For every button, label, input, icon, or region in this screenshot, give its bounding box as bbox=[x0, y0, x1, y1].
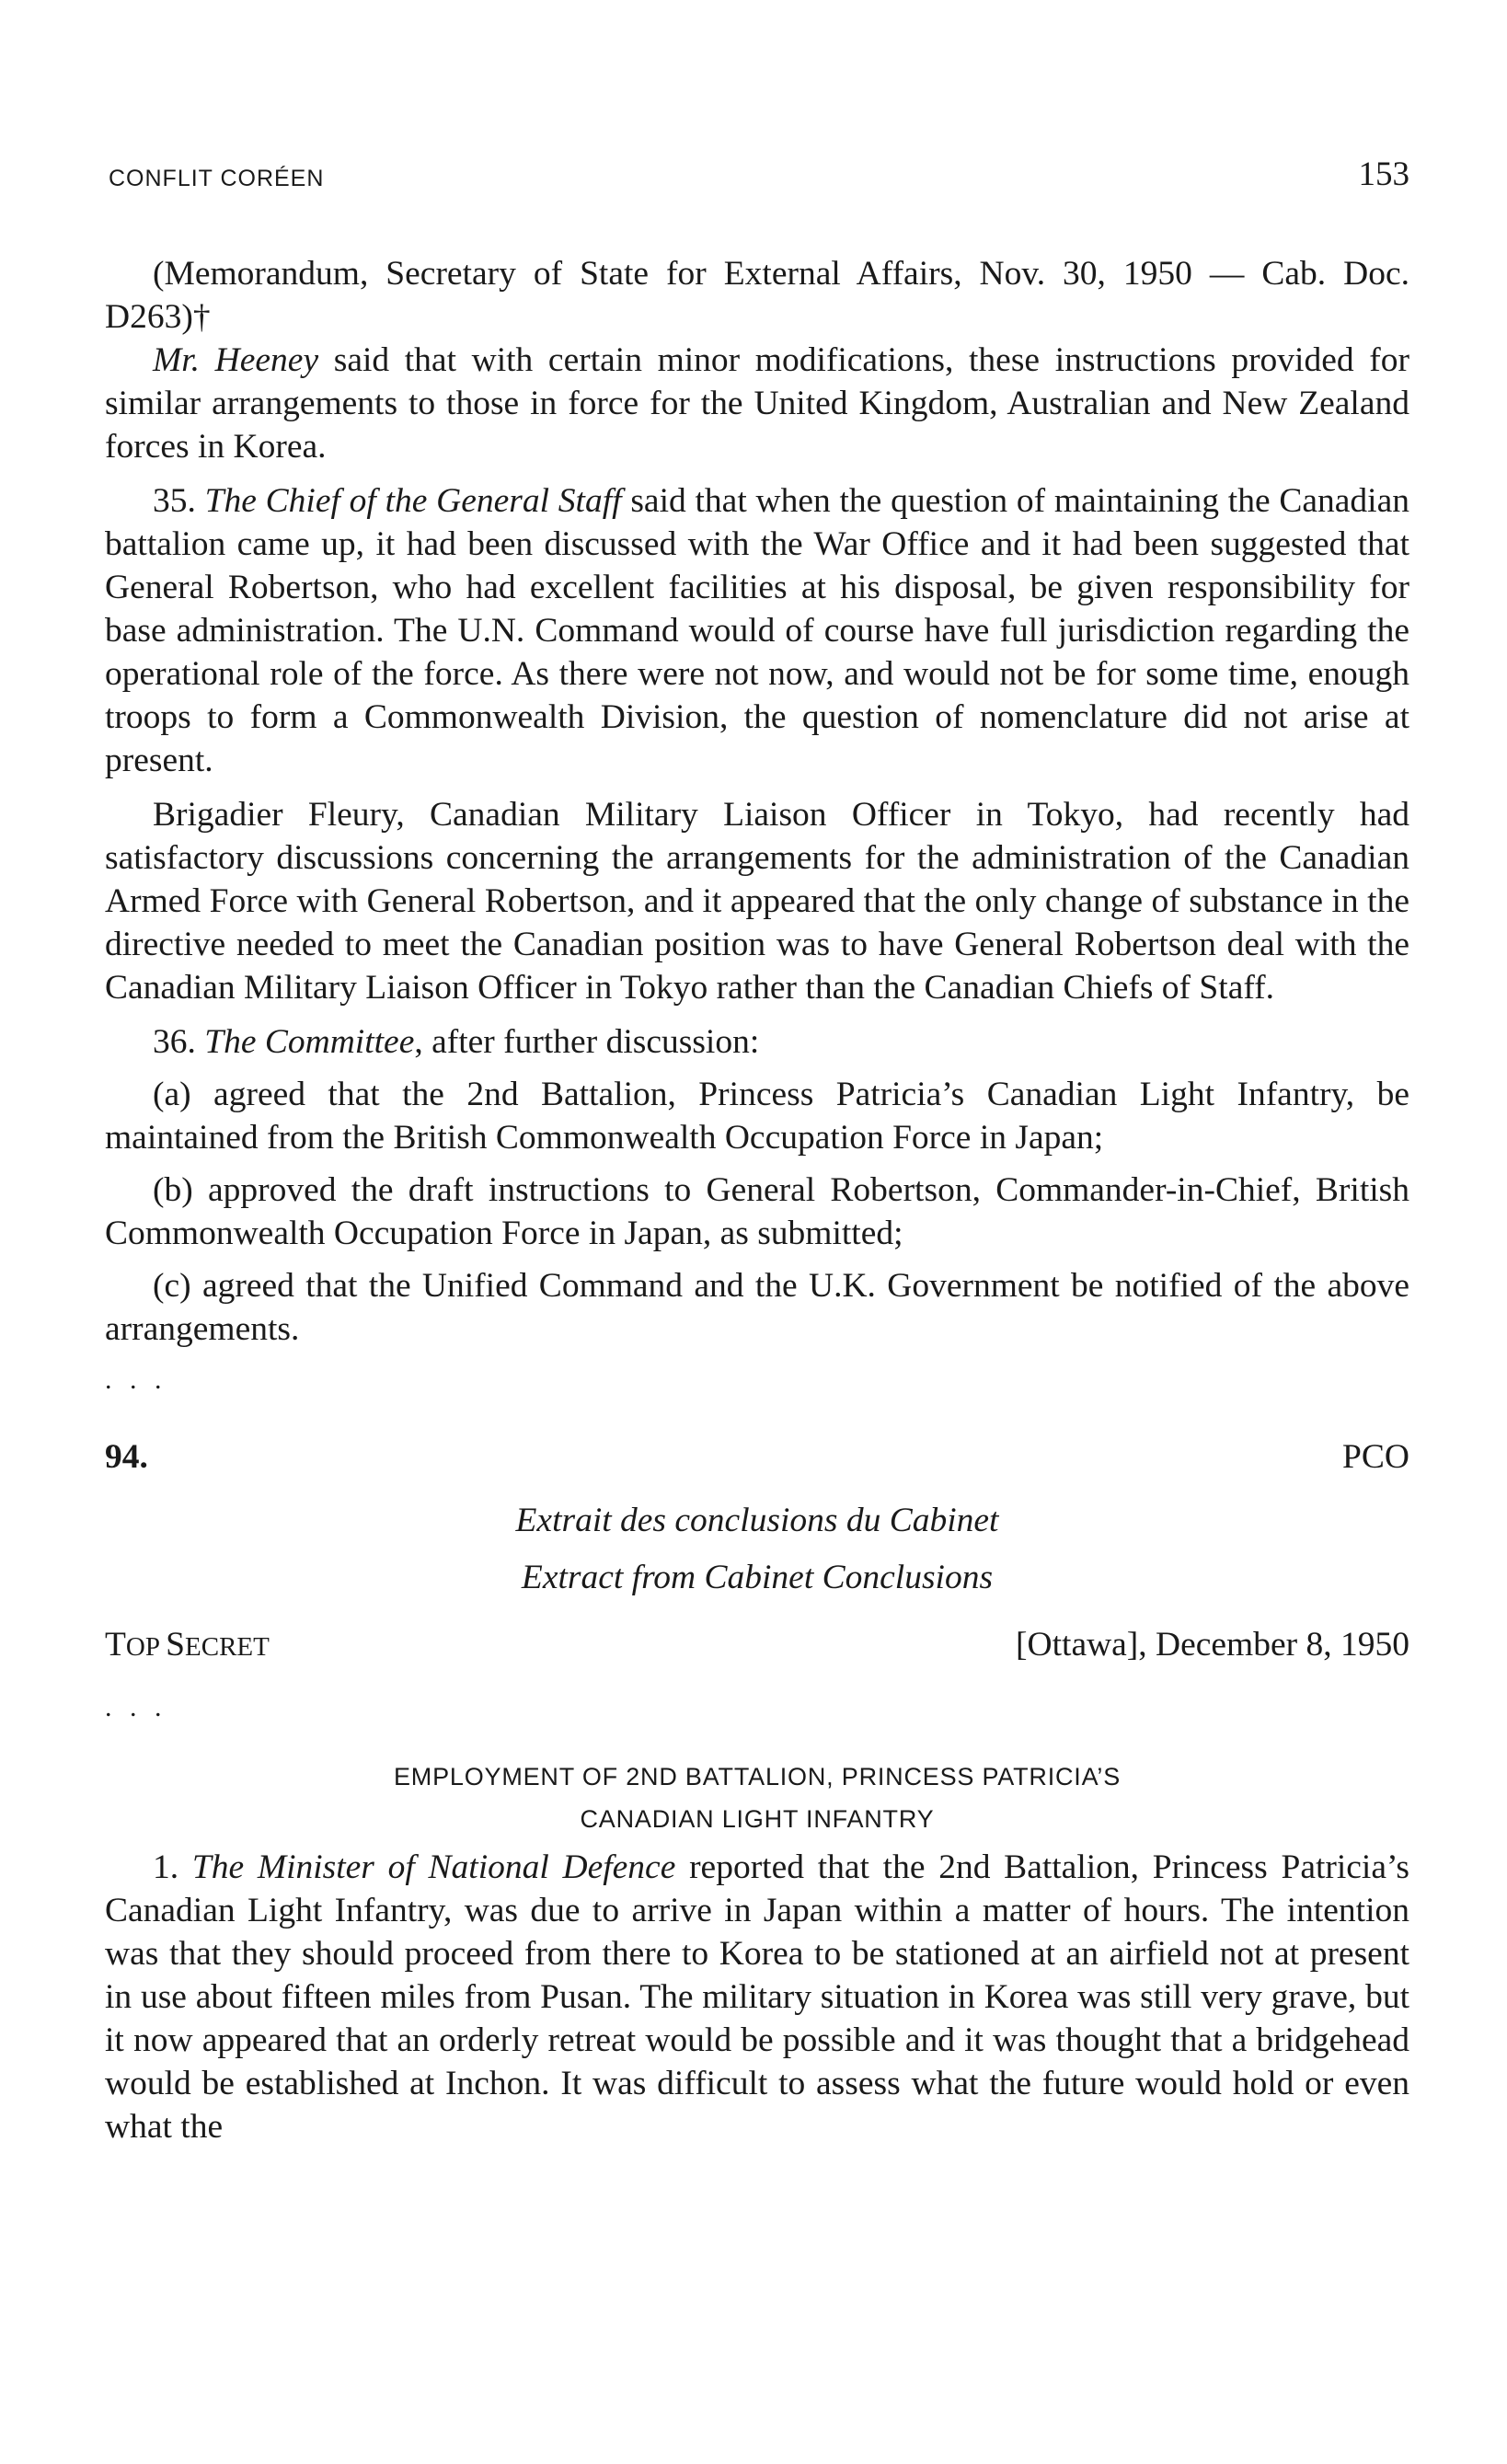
paragraph-1-text: reported that the 2nd Battalion, Princess Patricia’s Canadian Light Infantry, was due to arrive in Japan within a matter of hours. The intention was that they should proceed from there to Korea to be stationed at an airfield not at present in use about fifteen miles from Pusan. The military situation in Korea was still very grave, but it now appeared that an orderly retreat would be possible and it was thought that a bridgehead would be established at Inchon. It was difficult to assess what the future would hold or even what the bbox=[105, 1848, 1410, 2146]
ellipsis-omission: . . . bbox=[105, 1364, 167, 1395]
document-source: PCO bbox=[1342, 1438, 1409, 1476]
body-text bbox=[105, 252, 1409, 2148]
running-title: CONFLIT CORÉEN bbox=[109, 166, 325, 191]
speaker-heeney: Mr. Heeney bbox=[153, 341, 319, 379]
document-number: 94. bbox=[105, 1438, 148, 1476]
running-head bbox=[105, 155, 1409, 195]
memo-reference: (Memorandum, Secretary of State for External Affairs, Nov. 30, 1950 — Cab. Doc. D263)† bbox=[105, 255, 1409, 336]
subject-line-1: EMPLOYMENT OF 2ND BATTALION, PRINCESS PATRICIA’S bbox=[393, 1763, 1122, 1790]
paragraph-36 bbox=[105, 1020, 1409, 1064]
classification: TOP SECRET bbox=[105, 1626, 270, 1664]
document-title-french: Extrait des conclusions du Cabinet bbox=[515, 1502, 999, 1539]
page-number: 153 bbox=[1358, 155, 1409, 193]
document-title-english: Extract from Cabinet Conclusions bbox=[521, 1559, 994, 1596]
document-date: [Ottawa], December 8, 1950 bbox=[1016, 1626, 1409, 1664]
paragraph-1-number: 1. bbox=[153, 1848, 192, 1886]
paragraph-heeney bbox=[105, 339, 1409, 468]
speaker-minister-national-defence: The Minister of National Defence bbox=[191, 1848, 676, 1886]
paragraph-heeney-text: said that with certain minor modifications, these instructions provided for similar arrangements to those in force for the United Kingdom, Australian and New Zealand forces in Korea. bbox=[105, 341, 1409, 466]
speaker-chief-of-general-staff: The Chief of the General Staff bbox=[204, 482, 622, 520]
paragraph-36-text: , after further discussion: bbox=[414, 1023, 760, 1061]
classification-row bbox=[105, 1623, 1409, 1678]
document-header bbox=[105, 1435, 1409, 1492]
list-item-b: (b) approved the draft instructions to General Robertson, Commander-in-Chief, British Commonwealth Occupation Force in Japan, as submitted; bbox=[105, 1171, 1409, 1252]
paragraph-1 bbox=[105, 1846, 1409, 2148]
paragraph-35-text: said that when the question of maintaining the Canadian battalion came up, it had been discussed with the War Office and it had been suggested that General Robertson, who had excellent facilities at his disposal, be given responsibility for base administration. The U.N. Command would of course have full jurisdiction regarding the operational role of the force. As there were not now, and would not be for some time, enough troops to form a Commonwealth Division, the question of nomenclature did not arise at present. bbox=[105, 482, 1409, 779]
speaker-committee: The Committee bbox=[204, 1023, 415, 1061]
subject-line-2: CANADIAN LIGHT INFANTRY bbox=[580, 1805, 935, 1833]
paragraph-35 bbox=[105, 479, 1409, 782]
subject-heading bbox=[105, 1756, 1409, 1840]
ellipsis-omission-2: . . . bbox=[105, 1692, 167, 1722]
paragraph-36-number: 36. bbox=[153, 1023, 205, 1061]
paragraph-fleury: Brigadier Fleury, Canadian Military Liaison Officer in Tokyo, had recently had satisfactory discussions concerning the arrangements for the administration of the Canadian Armed Force with General Robertson, and it appeared that the only change of substance in the directive needed to meet the Canadian position was to have General Robertson deal with the Canadian Military Liaison Officer in Tokyo rather than the Canadian Chiefs of Staff. bbox=[105, 796, 1409, 1007]
list-item-a: (a) agreed that the 2nd Battalion, Princess Patricia’s Canadian Light Infantry, be maintained from the British Commonwealth Occupation Force in Japan; bbox=[105, 1076, 1409, 1157]
paragraph-35-number: 35. bbox=[153, 482, 205, 520]
list-item-c: (c) agreed that the Unified Command and the U.K. Government be notified of the above arrangements. bbox=[105, 1267, 1409, 1348]
